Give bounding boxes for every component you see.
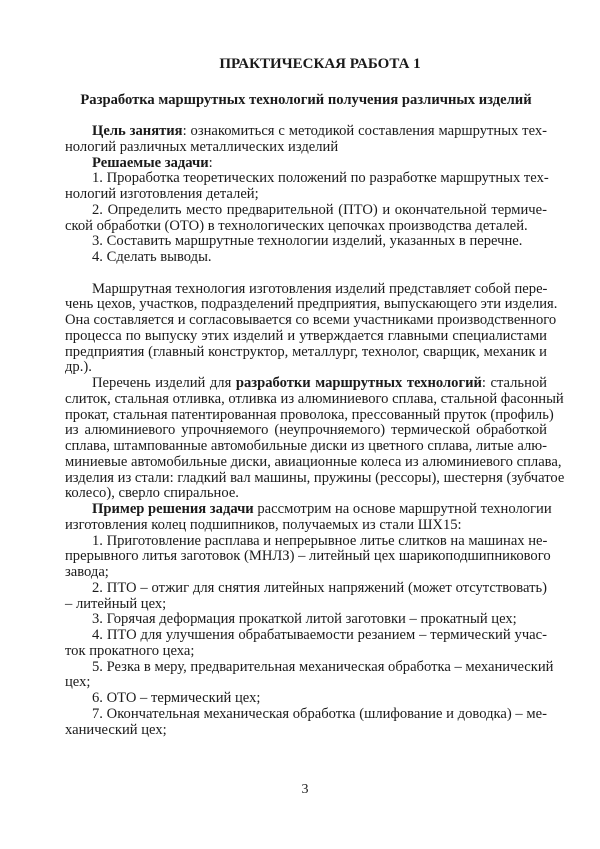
text-line — [65, 282, 547, 298]
paragraph — [65, 612, 547, 628]
text-segment: завода; — [65, 564, 109, 580]
page-subtitle: Разработка маршрутных технологий получения различных изделий — [80, 92, 532, 108]
page-number: 3 — [301, 782, 309, 797]
text-segment: чень цехов, участков, подразделений предприятия, выпускающего эти изделия. — [65, 296, 558, 313]
paragraph — [65, 156, 547, 172]
paragraph — [65, 234, 547, 250]
paragraph — [65, 375, 565, 502]
text-segment: изготовления колец подшипников, получаемых из стали ШХ15: — [65, 516, 462, 533]
text-line — [65, 360, 547, 376]
text-segment: изделия из стали: гладкий вал машины, пружины (рессоры), шестерня (зубчатое — [65, 469, 565, 486]
text-line — [65, 581, 547, 597]
text-segment: : стальной — [481, 375, 547, 391]
paragraph — [65, 250, 547, 266]
text-segment: ханический цех; — [65, 721, 167, 738]
text-segment: : — [208, 154, 213, 171]
text-line — [65, 707, 547, 723]
text-line — [65, 234, 547, 250]
document-body — [65, 123, 565, 738]
text-segment: ской обработки (ОТО) в технологических цепочках производства деталей. — [65, 217, 528, 234]
text-segment: 7. Окончательная механическая обработка (шлифование и доводка) – ме- — [92, 705, 547, 722]
text-segment: миниевые автомобильные диски, авиационные колеса из алюминиевого сплава, — [65, 453, 562, 470]
text-line — [65, 469, 565, 487]
text-segment: 4. ПТО для улучшения обрабатываемости резанием – термический учас- — [92, 627, 547, 643]
text-line — [65, 628, 547, 644]
paragraph — [65, 658, 554, 692]
text-segment: Маршрутная технология изготовления изделий представляет собой пере- — [92, 280, 548, 297]
bold-text: Решаемые задачи — [92, 154, 209, 171]
paragraph — [65, 581, 547, 613]
paragraph — [65, 171, 547, 203]
text-line — [65, 534, 547, 550]
text-segment: – литейный цех; — [65, 595, 167, 612]
text-segment: 6. ОТО – термический цех; — [92, 690, 261, 706]
text-line — [65, 486, 547, 502]
text-segment: 2. ПТО – отжиг для снятия литейных напряжений (может отсутствовать) — [92, 579, 547, 596]
text-line — [65, 518, 547, 534]
text-segment: 3. Горячая деформация прокаткой литой заготовки – прокатный цех; — [92, 611, 517, 628]
text-segment: рассмотрим на основе маршрутной технологии — [253, 501, 552, 517]
text-line — [65, 329, 547, 345]
text-line — [65, 644, 547, 660]
text-line — [65, 345, 547, 361]
text-line — [65, 296, 558, 313]
text-line — [65, 501, 552, 518]
text-line — [65, 423, 547, 439]
text-line — [65, 439, 547, 455]
text-segment: сплава, штампованные автомобильные диски из цветного сплава, литые алю- — [65, 438, 547, 454]
text-segment: Она составляется и согласовывается со всеми участниками производственного — [65, 312, 557, 328]
text-line — [65, 565, 547, 581]
text-line — [65, 171, 547, 187]
text-segment: 1. Приготовление расплава и непрерывное литье слитков на машинах не- — [92, 532, 548, 549]
text-segment: 5. Резка в меру, предварительная механическая обработка – механический — [92, 658, 554, 675]
bold-text: разработки маршрутных технологий — [235, 375, 482, 391]
text-line — [65, 390, 564, 408]
text-line — [65, 140, 547, 156]
paragraph — [65, 691, 547, 707]
text-segment: слиток, стальная отливка, отливка из алюминиевого сплава, стальной фасонный — [65, 390, 564, 407]
text-line — [65, 723, 547, 739]
text-segment: нологий различных металлических изделий — [65, 138, 339, 155]
text-segment: прерывного литья заготовок (МНЛЗ) – литейный цех шарикоподшипникового — [65, 548, 551, 565]
text-segment: из алюминиевого упрочняемого (неупрочняемого) термической обработкой — [65, 422, 547, 439]
text-line — [65, 219, 547, 235]
paragraph — [65, 628, 547, 660]
text-line — [65, 203, 547, 219]
text-line — [65, 675, 547, 691]
text-line — [65, 376, 547, 392]
text-segment: предприятия (главный конструктор, металлург, технолог, сварщик, механик и — [65, 343, 547, 360]
paragraph — [65, 707, 547, 739]
text-line — [65, 691, 547, 707]
text-line — [65, 658, 554, 676]
text-line — [65, 187, 547, 203]
paragraph — [65, 124, 547, 156]
text-segment: нологий изготовления деталей; — [65, 186, 259, 202]
page-title: ПРАКТИЧЕСКАЯ РАБОТА 1 — [219, 56, 421, 72]
text-segment: прокат, стальная патентированная проволока, прессованный пруток (профиль) — [65, 406, 554, 423]
text-segment: ток прокатного цеха; — [65, 642, 195, 659]
text-segment: 1. Проработка теоретических положений по разработке маршрутных тех- — [92, 170, 549, 187]
text-segment: Перечень изделий для — [92, 375, 236, 391]
bold-text: Цель занятия — [92, 123, 183, 139]
text-line — [65, 156, 547, 172]
text-segment: процесса по выпуску этих изделий и утверждается главными специалистами — [65, 327, 547, 344]
text-line — [65, 612, 547, 628]
text-line — [65, 453, 562, 471]
text-segment: 3. Составить маршрутные технологии изделий, указанных в перечне. — [92, 233, 523, 250]
text-line — [65, 548, 551, 565]
text-segment: : ознакомиться с методикой составления маршрутных тех- — [182, 123, 548, 139]
bold-text: Пример решения задачи — [92, 501, 254, 517]
text-segment: колесо), сверло спиральное. — [65, 485, 239, 502]
text-line — [65, 250, 547, 266]
text-segment: др.). — [65, 359, 92, 376]
text-line — [65, 312, 557, 329]
text-segment: 2. Определить место предварительной (ПТО) и окончательной термиче- — [92, 201, 547, 218]
text-segment: 4. Сделать выводы. — [92, 249, 212, 265]
text-line — [65, 597, 547, 613]
paragraph — [65, 280, 558, 377]
text-segment: цех; — [65, 674, 91, 691]
paragraph — [65, 532, 551, 581]
text-line — [65, 406, 554, 424]
paragraph — [65, 501, 552, 534]
paragraph — [65, 203, 547, 235]
text-line — [65, 124, 547, 140]
